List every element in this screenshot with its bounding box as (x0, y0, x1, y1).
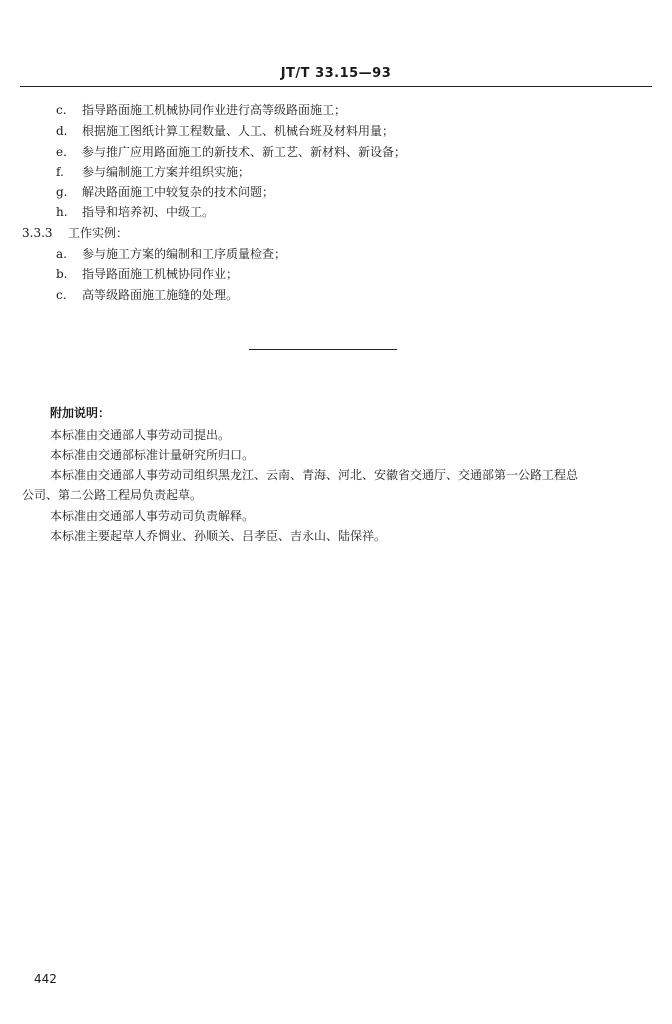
duty-text: 指导路面施工机械协同作业进行高等级路面施工； (82, 103, 347, 117)
appendix-para-1: 本标准由交通部人事劳动司提出。 (50, 428, 231, 442)
example-item-a (56, 246, 286, 262)
duty-item-e (56, 144, 406, 160)
duty-item-f (56, 164, 250, 180)
section-divider (249, 349, 397, 350)
duty-label: g. (56, 185, 68, 199)
duty-item-d (56, 123, 394, 139)
page-number: 442 (34, 972, 57, 986)
example-item-b (56, 266, 238, 282)
duty-label: d. (56, 124, 68, 138)
duty-text: 解决路面施工中较复杂的技术问题； (82, 185, 275, 199)
example-label: a. (56, 247, 67, 261)
example-label: c. (56, 288, 67, 302)
duty-label: h. (56, 205, 68, 219)
example-text: 高等级路面施工施缝的处理。 (82, 288, 239, 302)
duty-text: 指导和培养初、中级工。 (82, 205, 215, 219)
appendix-para-4: 本标准由交通部人事劳动司负责解释。 (50, 509, 255, 523)
standard-code-header: JT/T 33.15—93 (280, 66, 392, 81)
section-title: 工作实例： (68, 226, 129, 240)
section-heading-3-3-3 (22, 225, 128, 241)
duty-label: f. (56, 165, 64, 179)
example-item-c (56, 287, 238, 303)
duty-label: c. (56, 103, 67, 117)
duty-text: 参与编制施工方案并组织实施； (82, 165, 251, 179)
example-text: 参与施工方案的编制和工序质量检查； (82, 247, 287, 261)
appendix-para-3-line-1: 本标准由交通部人事劳动司组织黑龙江、云南、青海、河北、安徽省交通厅、交通部第一公路工程总 (50, 468, 579, 482)
appendix-para-2: 本标准由交通部标准计量研究所归口。 (50, 448, 255, 462)
duty-item-h (56, 204, 214, 220)
example-label: b. (56, 267, 68, 281)
header-rule (20, 86, 652, 87)
section-number: 3.3.3 (22, 226, 53, 240)
duty-item-g (56, 184, 274, 200)
duty-text: 根据施工图纸计算工程数量、人工、机械台班及材料用量； (82, 124, 395, 138)
appendix-para-3-line-2: 公司、第二公路工程局负责起草。 (22, 488, 203, 502)
duty-text: 参与推广应用路面施工的新技术、新工艺、新材料、新设备； (82, 145, 407, 159)
duty-item-c (56, 102, 346, 118)
appendix-title: 附加说明： (50, 406, 111, 420)
example-text: 指导路面施工机械协同作业； (82, 267, 239, 281)
appendix-para-5: 本标准主要起草人乔惆业、孙顺关、吕孝臣、吉永山、陆保祥。 (50, 529, 387, 543)
duty-label: e. (56, 145, 67, 159)
